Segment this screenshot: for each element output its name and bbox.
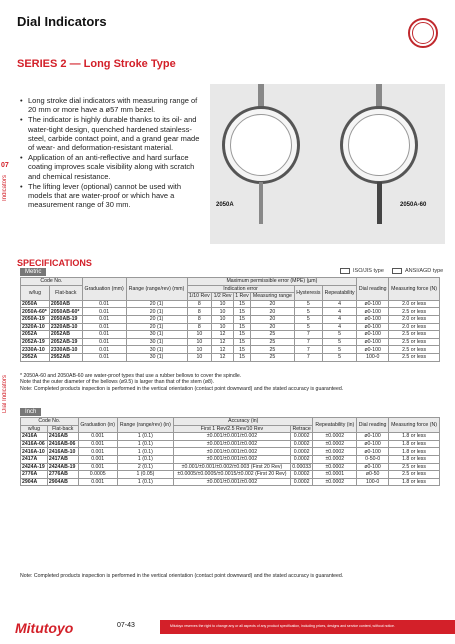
table-cell: 2.0 or less <box>389 323 440 331</box>
table-cell: 15 <box>233 346 250 354</box>
feature-item: • The lifting lever (optional) cannot be used with models that are water-proof or which have a measurement range of 30 mm. <box>20 182 200 210</box>
table-cell: 15 <box>233 338 250 346</box>
table-cell: 5 <box>294 300 322 308</box>
side-tab-label-2: Dial Indicators <box>2 375 8 414</box>
table-cell: 2424A-19 <box>21 463 48 471</box>
table-cell: 100-0 <box>357 353 389 361</box>
table-cell: 4 <box>322 315 356 323</box>
feature-item: • The indicator is highly durable thanks to its oil- and water-tight design, quenched hardened stainless-steel, carbide contact point, and a grand gear made of wear- and deformation-resistant material. <box>20 115 200 152</box>
photo-label: 2050A <box>216 202 234 208</box>
table-cell: ø0-100 <box>357 338 389 346</box>
table-cell: ø0-100 <box>357 463 389 471</box>
table-cell: 2320AB-10 <box>49 323 82 331</box>
table-cell: 20 (1) <box>126 300 187 308</box>
table-cell: 2417AB <box>47 455 78 463</box>
inch-note: Note: Completed products inspection is performed in the vertical orientation (contact point downward) and the stated accuracy is guaranteed. <box>20 573 344 579</box>
table-cell: 2.5 or less <box>389 308 440 316</box>
table-row <box>21 433 440 441</box>
table-cell: 2904AB <box>47 478 78 486</box>
table-cell: ±0.0001 <box>313 471 357 479</box>
feature-item: • Application of an anti-reflective and hard surface coating improves scale visibility along with scratch and chemical resistance. <box>20 153 200 181</box>
table-cell: 30 (1) <box>126 331 187 339</box>
table-cell: 1 (0.1) <box>117 448 173 456</box>
quality-seal-icon <box>408 18 438 48</box>
table-cell: 2050AB-19 <box>49 315 82 323</box>
table-cell: 0.0005 <box>78 471 117 479</box>
table-cell: 2904A <box>21 478 48 486</box>
table-cell: 2050A <box>21 300 50 308</box>
table-cell: 12 <box>212 331 234 339</box>
table-cell: 15 <box>233 300 250 308</box>
table-cell: 2952AB <box>49 353 82 361</box>
legend-ansi: ANSI/AGD type <box>392 268 443 274</box>
table-cell: 2.5 or less <box>389 346 440 354</box>
table-cell: 15 <box>233 353 250 361</box>
table-cell: 1 (0.1) <box>117 433 173 441</box>
table-cell: ±0.0002 <box>313 478 357 486</box>
table-cell: ø0-100 <box>357 448 389 456</box>
side-tab-number: 07 <box>1 162 9 169</box>
table-cell: ø0-100 <box>357 315 389 323</box>
table-row <box>21 478 440 486</box>
table-cell: 5 <box>322 353 356 361</box>
table-cell: 8 <box>187 300 212 308</box>
table-cell: 4 <box>322 323 356 331</box>
metric-notes <box>20 373 440 392</box>
table-cell: 100-0 <box>357 478 389 486</box>
table-cell: 15 <box>233 331 250 339</box>
page-title: Dial Indicators <box>17 14 107 29</box>
feature-item: • Long stroke dial indicators with measuring range of 20 mm or more have a ø57 mm bezel. <box>20 96 200 114</box>
table-cell: 25 <box>251 353 295 361</box>
table-cell: 0.01 <box>82 338 126 346</box>
table-cell: ±0.0002 <box>313 455 357 463</box>
table-cell: 2050AB <box>49 300 82 308</box>
table-row <box>21 353 440 361</box>
table-cell: 2416AB <box>47 433 78 441</box>
table-cell: 0.001 <box>78 455 117 463</box>
table-cell: 2.0 or less <box>389 315 440 323</box>
table-row <box>21 448 440 456</box>
table-cell: 2776AB <box>47 471 78 479</box>
table-cell: 20 <box>251 315 295 323</box>
table-cell: 5 <box>322 346 356 354</box>
photo-label: 2050A-60 <box>400 202 427 208</box>
table-cell: 15 <box>233 323 250 331</box>
table-cell: 0.0002 <box>290 455 313 463</box>
feature-list <box>20 96 200 210</box>
table-cell: 0.01 <box>82 315 126 323</box>
table-cell: ±0.001/±0.001/±0.002 <box>174 455 291 463</box>
inch-tag: Inch <box>20 408 41 416</box>
table-cell: ±0.0002 <box>313 448 357 456</box>
table-cell: ø0-100 <box>357 323 389 331</box>
table-cell: 2052A <box>21 331 50 339</box>
table-cell: ø0-100 <box>357 308 389 316</box>
table-cell: 5 <box>294 308 322 316</box>
table-cell: 2.5 or less <box>389 338 440 346</box>
table-cell: ø0-100 <box>357 300 389 308</box>
table-cell: 2330AB-10 <box>49 346 82 354</box>
table-row <box>21 300 440 308</box>
table-row <box>21 455 440 463</box>
dial-indicator-image <box>340 106 418 184</box>
table-cell: ±0.0002 <box>313 433 357 441</box>
table-cell: ±0.001/±0.001/±0.002/±0.003 (First 20 Rev) <box>174 463 291 471</box>
table-cell: 10 <box>212 300 234 308</box>
table-cell: ø0-100 <box>357 440 389 448</box>
side-tab-label: Indicators <box>2 175 8 202</box>
table-cell: 1 (0.1) <box>117 440 173 448</box>
table-cell: 20 (1) <box>126 308 187 316</box>
table-cell: 0.00033 <box>292 463 312 470</box>
table-cell: 10 <box>187 338 212 346</box>
table-cell: 0.0002 <box>290 440 313 448</box>
table-cell: 0.01 <box>82 323 126 331</box>
table-cell: 0.01 <box>82 300 126 308</box>
table-cell: 8 <box>187 315 212 323</box>
table-cell: 20 (1) <box>126 315 187 323</box>
table-cell: 0.0002 <box>290 478 313 486</box>
table-cell: 2416A <box>21 433 48 441</box>
table-cell: 1.8 or less <box>389 433 440 441</box>
table-row <box>21 308 440 316</box>
table-cell: 1 (0.05) <box>117 471 173 479</box>
series-title: SERIES 2 — Long Stroke Type <box>17 58 176 70</box>
table-cell: 5 <box>322 331 356 339</box>
table-cell: 0.001 <box>78 448 117 456</box>
table-cell: 7 <box>294 338 322 346</box>
table-cell: 5 <box>294 323 322 331</box>
table-cell: 2416AB-10 <box>47 448 78 456</box>
table-cell: 0.0002 <box>290 471 313 479</box>
inch-spec-table: Code No. Graduation (in) Range (range/rev) (in) Accuracy (in) Repeatability (in) Dial reading Measuring force (N) w/lug Flat-back First 1 Rev/2.5 Rev/10 Rev Retrace 2416A 2416AB 0.001 1 (0.1) ±0.001/±0.001/±0.002 0.0002 ±0.0002 ø0-100 1.8 or less 2416A-06 2416AB-06 0.001 1 (0.1) ±0.001/±0.001/±0.002 0.0002 ±0.0002 ø0-100 1.8 or less 2416A-10 2416AB-10 0.001 1 (0.1) ±0.001/±0.001/±0.002 0.0002 ±0.0002 ø0-100 1.8 or less 2417A 2417AB 0.001 1 (0.1) ±0.001/±0.001/±0.002 0.0002 ±0.0002 0-50-0 1.8 or less 2424A-19 2424AB-19 0.001 2 (0.1) ±0.001/±0.001/±0.002/±0.003 (First 20 Rev) 0.00033 ±0.0002 ø0-100 2.5 or less 2776A 2776AB 0.0005 1 (0.05) ±0.0005/±0.0005/±0.0015/±0.002 (First 20 Rev) 0.0002 ±0.0001 ø0-50 2.5 or less 2904A 2904AB 0.001 1 (0.1) ±0.001/±0.001/±0.002 0.0002 ±0.0002 100-0 1.8 or less <box>20 417 440 486</box>
table-cell: ±0.001/±0.001/±0.002 <box>174 478 291 486</box>
table-cell: 10 <box>212 315 234 323</box>
table-cell: 0.01 <box>82 346 126 354</box>
metric-spec-table: Code No. Graduation (mm) Range (range/rev) (mm) Maximum permissible error (MPE) (µm) Dial reading Measuring force (N) w/lug Flat-back Indication error Hysteresis Repeatability 1/10 Rev 1/2 Rev 1 Rev Measuring range 2050A 2050AB 0.01 20 (1) 8 10 15 20 5 4 ø0-100 2.0 or less 2050A-60* 2050AB-60* 0.01 20 (1) 8 10 15 20 5 4 ø0-100 2.5 or less 2050A-19 2050AB-19 0.01 20 (1) 8 10 15 20 5 4 ø0-100 2.0 or less 2320A-10 2320AB-10 0.01 20 (1) 8 10 15 20 5 4 ø0-100 2.0 or less 2052A 2052AB 0.01 30 (1) 10 12 15 25 7 5 ø0-100 2.5 or less 2052A-19 2052AB-19 0.01 30 (1) 10 12 15 25 7 5 ø0-100 2.5 or less 2330A-10 2330AB-10 0.01 30 (1) 10 12 15 25 7 5 ø0-100 2.5 or less 2952A 2952AB 0.01 30 (1) 10 12 15 25 7 5 100-0 2.5 or less <box>20 277 440 362</box>
table-cell: ±0.001/±0.001/±0.002 <box>174 440 291 448</box>
product-photo <box>210 84 445 244</box>
table-cell: 20 <box>251 323 295 331</box>
table-cell: 0.001 <box>78 463 117 471</box>
note-line: Note that the outer diameter of the bellows (ø9.5) is larger than that of the stem (ø8). <box>20 379 215 386</box>
table-cell: 8 <box>187 323 212 331</box>
table-cell: 2424AB-19 <box>47 463 78 471</box>
dial-indicator-image <box>222 106 300 184</box>
table-cell: 2417A <box>21 455 48 463</box>
footer-disclaimer: Mitutoyo reserves the right to change any or all aspects of any product specification, including prices, designs and service content, without notice. <box>170 624 395 628</box>
mitutoyo-logo: Mitutoyo <box>15 620 74 636</box>
table-row <box>21 440 440 448</box>
table-cell: 10 <box>187 353 212 361</box>
table-cell: 2052A-19 <box>21 338 50 346</box>
table-cell: 20 (1) <box>126 323 187 331</box>
table-cell: 2.0 or less <box>389 300 440 308</box>
table-cell: 12 <box>212 338 234 346</box>
table-cell: 0.01 <box>82 331 126 339</box>
table-cell: ±0.0005/±0.0005/±0.0015/±0.002 (First 20 Rev) <box>174 471 291 479</box>
table-row <box>21 346 440 354</box>
table-row <box>21 331 440 339</box>
table-cell: 0.001 <box>78 440 117 448</box>
table-cell: 12 <box>212 353 234 361</box>
table-cell: 25 <box>251 331 295 339</box>
note-line: * 2050A-60 and 2050AB-60 are water-proof types that use a rubber bellows to cover the spindle. <box>20 373 242 379</box>
table-row <box>21 463 440 471</box>
table-cell: 20 <box>251 300 295 308</box>
table-cell: 2052AB <box>49 331 82 339</box>
table-cell: 25 <box>251 338 295 346</box>
table-cell: 1.8 or less <box>389 440 440 448</box>
note-line: Note: Completed products inspection is performed in the vertical orientation (contact point downward) and the stated accuracy is guaranteed. <box>20 385 344 392</box>
table-cell: ±0.0002 <box>313 463 357 471</box>
table-cell: 15 <box>233 315 250 323</box>
specs-title: SPECIFICATIONS <box>17 258 92 268</box>
table-cell: 1 (0.1) <box>117 478 173 486</box>
table-cell: 2050A-19 <box>21 315 50 323</box>
table-cell: ø0-100 <box>357 331 389 339</box>
table-cell: 4 <box>322 308 356 316</box>
table-cell: 0.0002 <box>290 433 313 441</box>
table-cell: 7 <box>294 353 322 361</box>
table-cell: 0.0002 <box>290 448 313 456</box>
table-cell: 2.5 or less <box>389 353 440 361</box>
table-cell: 2952A <box>21 353 50 361</box>
table-cell: 10 <box>187 331 212 339</box>
table-cell: 0.01 <box>82 353 126 361</box>
table-row <box>21 323 440 331</box>
page-number: 07-43 <box>117 622 135 629</box>
table-cell: 2416A-06 <box>21 440 48 448</box>
table-cell: 12 <box>212 346 234 354</box>
table-cell: 2320A-10 <box>21 323 50 331</box>
table-cell: 2416AB-06 <box>47 440 78 448</box>
legend-iso: ISO/JIS type <box>340 268 384 274</box>
table-cell: 0.001 <box>78 433 117 441</box>
table-cell: 1.8 or less <box>389 448 440 456</box>
table-cell: 5 <box>294 315 322 323</box>
table-row <box>21 471 440 479</box>
table-cell: 20 <box>251 308 295 316</box>
table-cell: 15 <box>233 308 250 316</box>
table-cell: ±0.0002 <box>313 440 357 448</box>
table-cell: 10 <box>212 308 234 316</box>
table-cell: ±0.001/±0.001/±0.002 <box>174 433 291 441</box>
table-cell: 7 <box>294 331 322 339</box>
table-cell: 0-50-0 <box>357 455 389 463</box>
metric-tag: Metric <box>20 268 46 276</box>
table-cell: ø0-100 <box>357 433 389 441</box>
table-cell: 30 (1) <box>126 353 187 361</box>
table-cell: 2052AB-19 <box>49 338 82 346</box>
table-cell: 25 <box>251 346 295 354</box>
table-cell: 7 <box>294 346 322 354</box>
table-cell: 10 <box>212 323 234 331</box>
table-cell: 0.01 <box>82 308 126 316</box>
table-cell: 2.5 or less <box>389 331 440 339</box>
table-cell: 4 <box>322 300 356 308</box>
table-row <box>21 338 440 346</box>
table-cell: 1 (0.1) <box>117 455 173 463</box>
table-cell: 1.8 or less <box>389 478 440 486</box>
table-cell: ø0-50 <box>357 471 389 479</box>
table-cell: 2416A-10 <box>21 448 48 456</box>
table-cell: 8 <box>187 308 212 316</box>
table-cell: 2050AB-60* <box>49 308 82 316</box>
table-cell: 30 (1) <box>126 338 187 346</box>
table-cell: 5 <box>322 338 356 346</box>
table-cell: 0.001 <box>78 478 117 486</box>
table-row <box>21 315 440 323</box>
table-cell: ±0.001/±0.001/±0.002 <box>174 448 291 456</box>
table-cell: ø0-100 <box>357 346 389 354</box>
table-cell: 2 (0.1) <box>117 463 173 471</box>
table-cell: 2.5 or less <box>389 471 440 479</box>
table-cell: 2.5 or less <box>389 463 440 471</box>
table-cell: 1.8 or less <box>389 455 440 463</box>
table-cell: 30 (1) <box>126 346 187 354</box>
table-cell: 2776A <box>21 471 48 479</box>
table-cell: 2330A-10 <box>21 346 50 354</box>
table-cell: 2050A-60* <box>21 308 50 316</box>
table-cell: 10 <box>187 346 212 354</box>
